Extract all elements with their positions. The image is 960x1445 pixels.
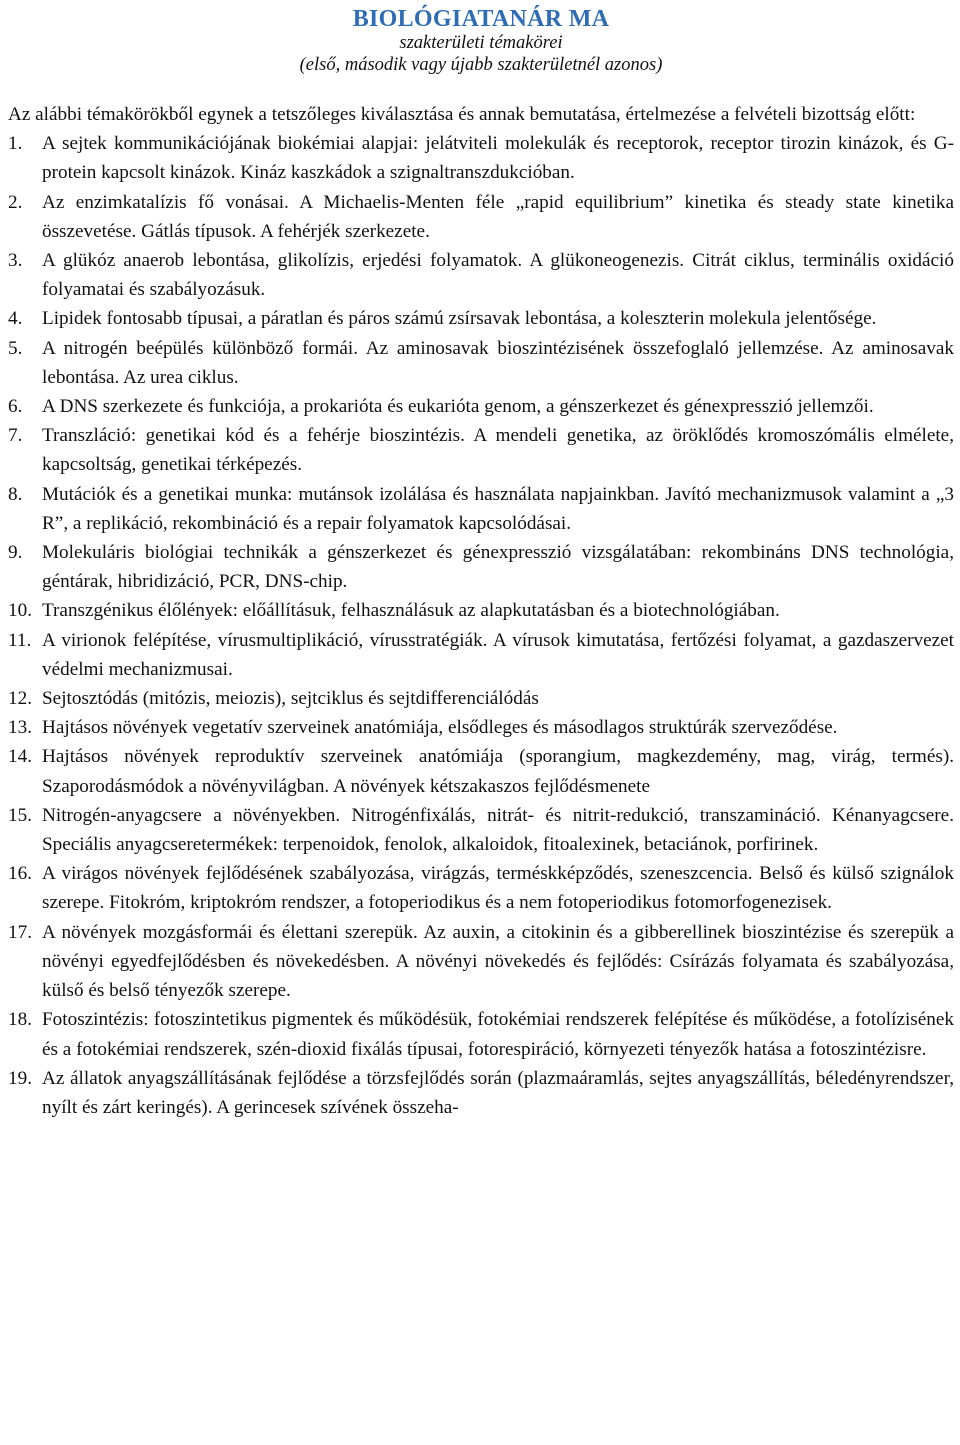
topic-number: 5. (8, 337, 23, 359)
topic-item (8, 129, 954, 187)
topic-list (8, 129, 954, 1122)
topic-text: Az állatok anyagszállításának fejlődése a törzsfejlődés során (plazmaáramlás, sejtes anyagszállítás, béledényrendszer, nyílt és zárt keringés). A gerincesek szívének összeha- (42, 1067, 954, 1118)
topic-text: Transzláció: genetikai kód és a fehérje bioszintézis. A mendeli genetika, az öröklődés kromoszómális elmélete, kapcsoltság, genetikai térképezés. (42, 425, 954, 476)
topic-number: 15. (8, 804, 32, 826)
document-title: BIOLÓGIATANÁR MA (352, 6, 610, 32)
topic-text: Lipidek fontosabb típusai, a páratlan és páros számú zsírsavak lebontása, a koleszterin molekula jelentősége. (42, 308, 877, 330)
topic-item (8, 742, 954, 800)
topic-text: Molekuláris biológiai technikák a génszerkezet és génexpresszió vizsgálatában: rekombináns DNS technológia, géntárak, hibridizáció, PCR, DNS-chip. (42, 542, 954, 593)
topic-item (8, 918, 954, 1006)
topic-number: 9. (8, 542, 23, 564)
topic-number: 14. (8, 746, 32, 768)
topic-text: Sejtosztódás (mitózis, meiozis), sejtciklus és sejtdifferenciálódás (42, 688, 539, 710)
topic-item (8, 713, 954, 742)
topic-item (8, 1064, 954, 1122)
topic-item (8, 334, 954, 392)
topic-number: 16. (8, 863, 32, 885)
topic-text: A DNS szerkezete és funkciója, a prokarióta és eukarióta genom, a génszerkezet és génexpresszió jellemzői. (42, 396, 874, 418)
topic-text: Fotoszintézis: fotoszintetikus pigmentek és működésük, fotokémiai rendszerek felépítése és működése, a fotolízisének és a fotokémiai rendszerek, szén-dioxid fixálás típusai, fotorespiráció, környezeti tényezők hatása a fotoszintézisre. (42, 1009, 954, 1060)
topic-item (8, 392, 954, 421)
intro-paragraph: Az alábbi témakörökből egynek a tetszőleges kiválasztása és annak bemutatása, értelmezése a felvételi bizottság előtt: (8, 104, 916, 125)
topic-item (8, 538, 954, 596)
topic-item (8, 304, 954, 333)
topic-text: A nitrogén beépülés különböző formái. Az aminosavak bioszintézisének összefoglaló jellemzése. Az aminosavak lebontása. Az urea ciklus. (42, 337, 954, 388)
topic-item (8, 684, 954, 713)
topic-item (8, 480, 954, 538)
topic-text: Mutációk és a genetikai munka: mutánsok izolálása és használata napjainkban. Javító mechanizmusok valamint a „3 R”, a replikáció, rekombináció és a repair folyamatok kapcsolódásai. (42, 483, 954, 534)
document-subtitle-note: (első, második vagy újabb szakterületnél azonos) (299, 55, 663, 75)
topic-number: 8. (8, 483, 23, 505)
topic-item (8, 246, 954, 304)
topic-number: 6. (8, 396, 23, 418)
topic-number: 13. (8, 717, 32, 739)
topic-text: A glükóz anaerob lebontása, glikolízis, erjedési folyamatok. A glükoneogenezis. Citrát ciklus, terminális oxidáció folyamatai és szabályozásuk. (42, 250, 954, 301)
topic-text: A sejtek kommunikációjának biokémiai alapjai: jelátviteli molekulák és receptorok, receptor tirozin kinázok, és G-protein kapcsolt kinázok. Kináz kaszkádok a szignaltranszdukcióban. (42, 133, 954, 184)
document-subtitle: szakterületi témakörei (399, 33, 563, 53)
topic-text: Hajtásos növények vegetatív szerveinek anatómiája, elsődleges és másodlagos struktúrák szerveződése. (42, 717, 838, 739)
topic-item (8, 596, 954, 625)
topic-text: A virionok felépítése, vírusmultiplikáció, vírusstratégiák. A vírusok kimutatása, fertőzési folyamat, a gazdaszervezet védelmi mechanizmusai. (42, 629, 954, 680)
topic-text: Nitrogén-anyagcsere a növényekben. Nitrogénfixálás, nitrát- és nitrit-redukció, transzamináció. Kénanyagcsere. Speciális anyagcseretermékek: terpenoidok, fenolok, alkaloidok, fitoalexinek, betaciánok, porfirinek. (42, 804, 954, 856)
topic-text: Hajtásos növények reproduktív szerveinek anatómiája (sporangium, magkezdemény, mag, virág, termés). Szaporodásmódok a növényvilágban. A növények kétszakaszos fejlődésmenete (42, 746, 954, 797)
topic-item (8, 626, 954, 684)
document-header (8, 6, 954, 76)
topic-item (8, 859, 954, 917)
topic-number: 18. (8, 1009, 32, 1031)
topic-number: 12. (8, 688, 32, 710)
topic-item (8, 421, 954, 479)
topic-text: Transzgénikus élőlények: előállításuk, felhasználásuk az alapkutatásban és a biotechnológiában. (42, 600, 780, 622)
topic-number: 19. (8, 1067, 32, 1089)
topic-text: A virágos növények fejlődésének szabályozása, virágzás, terméskképződés, szeneszcencia. Belső és külső szignálok szerepe. Fitokróm, kriptokróm rendszer, a fotoperiodikus és a nem fotoperiodikus fotomorfogenezisek. (42, 863, 954, 914)
topic-number: 10. (8, 600, 32, 622)
topic-item (8, 801, 954, 859)
topic-number: 17. (8, 921, 32, 943)
topic-item (8, 1005, 954, 1063)
topic-number: 4. (8, 308, 23, 330)
topic-number: 11. (8, 629, 32, 651)
topic-number: 1. (8, 133, 23, 155)
topic-number: 2. (8, 191, 23, 213)
topic-number: 7. (8, 425, 23, 447)
topic-number: 3. (8, 250, 23, 272)
topic-text: Az enzimkatalízis fő vonásai. A Michaelis-Menten féle „rapid equilibrium” kinetika és steady state kinetika összevetése. Gátlás típusok. A fehérjék szerkezete. (42, 191, 954, 242)
topic-item (8, 188, 954, 246)
topic-text: A növények mozgásformái és élettani szerepük. Az auxin, a citokinin és a gibberellinek bioszintézise és szerepük a növényi egyedfejlődésben és növekedésben. A növényi növekedés és fejlődés: Csírázás folyamata és szabályozása, külső és belső tényezők szerepe. (42, 921, 954, 1002)
